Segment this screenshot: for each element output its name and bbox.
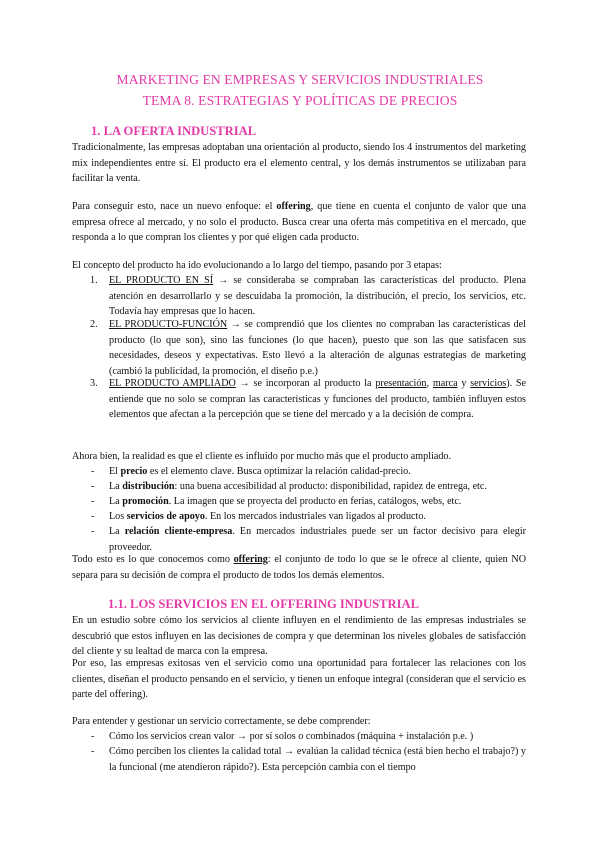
bullet-term: relación cliente-empresa xyxy=(124,526,233,537)
list-item-producto-en-si xyxy=(109,273,526,320)
stage-label: EL PRODUCTO AMPLIADO xyxy=(109,378,236,389)
stage-text: ). Se entiende que no solo se compran las características y funciones del producto, también influyen estos elementos que afectan a la percepción que se tiene del mercado y a la decisión de compra. xyxy=(109,378,527,421)
text-run: Para conseguir esto, nace un nuevo enfoque: el xyxy=(72,201,277,212)
stage-text: → se comprendió que los clientes no compraban las características del producto (lo que son), sino las funciones (lo que hacen), puesto que son las que satisfacen sus necesidades, deseos y expectativas. Esto llevó a la alteración de algunas estrategias de marketing (cambió la publicidad, la promoción, el diseño p.e.) xyxy=(109,319,526,377)
bullet-promocion xyxy=(109,494,526,510)
list-number: 1. xyxy=(90,275,98,286)
stage-text: → se consideraba se compraban las características del producto. Plena atención en desarrollarlo y se descuidaba la promoción, la distribución, el precio, los servicios, etc. Todavía hay empresas que lo hacen. xyxy=(109,275,526,318)
text-run: . En los mercados industriales van ligados al producto. xyxy=(204,511,426,522)
paragraph-offering-intro xyxy=(72,199,526,246)
bullet-dash: - xyxy=(91,466,95,477)
separator: y xyxy=(457,378,471,389)
text-run: El xyxy=(109,466,121,477)
term-offering-underlined: offering xyxy=(233,554,268,565)
bullet-dash: - xyxy=(91,731,95,742)
text-run: La xyxy=(109,526,125,537)
bullet-calidad-total: Cómo perciben los clientes la calidad total → evalúan la calidad técnica (está bien hecho el trabajo?) y la funcional (me atendieron rápido?). Esta percepción cambia con el tiempo xyxy=(109,746,526,773)
list-number: 2. xyxy=(90,319,98,330)
paragraph-tradicionalmente: Tradicionalmente, las empresas adoptaban una orientación al producto, siendo los 4 instrumentos del marketing mix independientes entre sí. El producto era el elemento central, y los demás instrumentos se utilizaban para facilitar la venta. xyxy=(72,142,526,185)
paragraph-estudio-servicios: En un estudio sobre cómo los servicios al cliente influyen en el rendimiento de las empresas industriales se descubrió que estos influyen en las decisiones de compra y que determinan los niveles globales de satisfacción del cliente y su lealtad de marca con la empresa. xyxy=(72,615,526,658)
paragraph-offering-definicion xyxy=(72,552,526,583)
bullet-term: precio xyxy=(120,466,148,477)
text-run: Los xyxy=(109,511,127,522)
term-servicios: servicios xyxy=(470,378,507,389)
paragraph-etapas-intro: El concepto del producto ha ido evolucionando a lo largo del tiempo, pasando por 3 etapas: xyxy=(72,260,442,271)
section-heading-oferta-industrial: 1. LA OFERTA INDUSTRIAL xyxy=(91,124,257,138)
bullet-servicios-apoyo xyxy=(109,509,526,525)
text-run: , que tiene en cuenta el conjunto de valor que una empresa ofrece al mercado, y no solo el producto. Busca crear una oferta más competitiva en el mercado, que responda a lo que compran los clientes y por qué eligen cada producto. xyxy=(72,201,526,244)
paragraph-empresas-exitosas: Por eso, las empresas exitosas ven el servicio como una oportunidad para fortalecer las relaciones con los clientes, diseñan el producto pensando en el servicio, y tienen un enfoque integral (consideran que el servicio es parte del offering). xyxy=(72,658,526,701)
separator: , xyxy=(426,378,433,389)
section-heading-servicios-offering: 1.1. LOS SERVICIOS EN EL OFFERING INDUSTRIAL xyxy=(108,597,419,611)
bullet-precio xyxy=(109,464,526,480)
text-run: : una buena accesibilidad al producto: disponibilidad, rapidez de entrega, etc. xyxy=(174,481,487,492)
bullet-term: distribución xyxy=(122,481,175,492)
paragraph-entender-servicio: Para entender y gestionar un servicio correctamente, se debe comprender: xyxy=(72,716,371,727)
document-title-line1: MARKETING EN EMPRESAS Y SERVICIOS INDUSTRIALES xyxy=(116,72,484,87)
bullet-dash: - xyxy=(91,496,95,507)
bullet-distribucion xyxy=(109,479,526,495)
stage-label: EL PRODUCTO EN SÍ xyxy=(109,275,214,286)
term-presentacion: presentación xyxy=(375,378,427,389)
bullet-dash: - xyxy=(91,526,95,537)
bullet-term: promoción xyxy=(122,496,169,507)
term-offering: offering xyxy=(276,201,311,212)
term-marca: marca xyxy=(432,378,458,389)
stage-text: → se incorporan al producto la xyxy=(235,378,376,389)
list-item-producto-funcion xyxy=(109,317,526,379)
text-run: La xyxy=(109,481,123,492)
bullet-dash: - xyxy=(91,481,95,492)
paragraph-ahora-bien: Ahora bien, la realidad es que el cliente es influido por mucho más que el producto ampliado. xyxy=(72,451,452,462)
text-run: Todo esto es lo que conocemos como xyxy=(72,554,234,565)
document-title-line2: TEMA 8. ESTRATEGIAS Y POLÍTICAS DE PRECIOS xyxy=(142,93,458,108)
text-run: es el elemento clave. Busca optimizar la relación calidad-precio. xyxy=(147,466,411,477)
text-run: : el conjunto de todo lo que se le ofrece al cliente, quien NO separa para su decisión de compra el producto de todos los demás elementos. xyxy=(72,554,526,581)
bullet-dash: - xyxy=(91,511,95,522)
text-run: . En mercados industriales puede ser un factor decisivo para elegir proveedor. xyxy=(109,526,527,553)
text-run: La xyxy=(109,496,123,507)
list-number: 3. xyxy=(90,378,98,389)
text-run: . La imagen que se proyecta del producto en ferias, catálogos, webs, etc. xyxy=(168,496,462,507)
list-item-producto-ampliado xyxy=(109,376,526,423)
bullet-crean-valor: Cómo los servicios crean valor → por sí solos o combinados (máquina + instalación p.e. ) xyxy=(109,731,474,742)
stage-label: EL PRODUCTO-FUNCIÓN xyxy=(109,319,228,330)
bullet-relacion xyxy=(109,524,526,555)
bullet-dash: - xyxy=(91,746,95,757)
bullet-term: servicios de apoyo xyxy=(126,511,205,522)
